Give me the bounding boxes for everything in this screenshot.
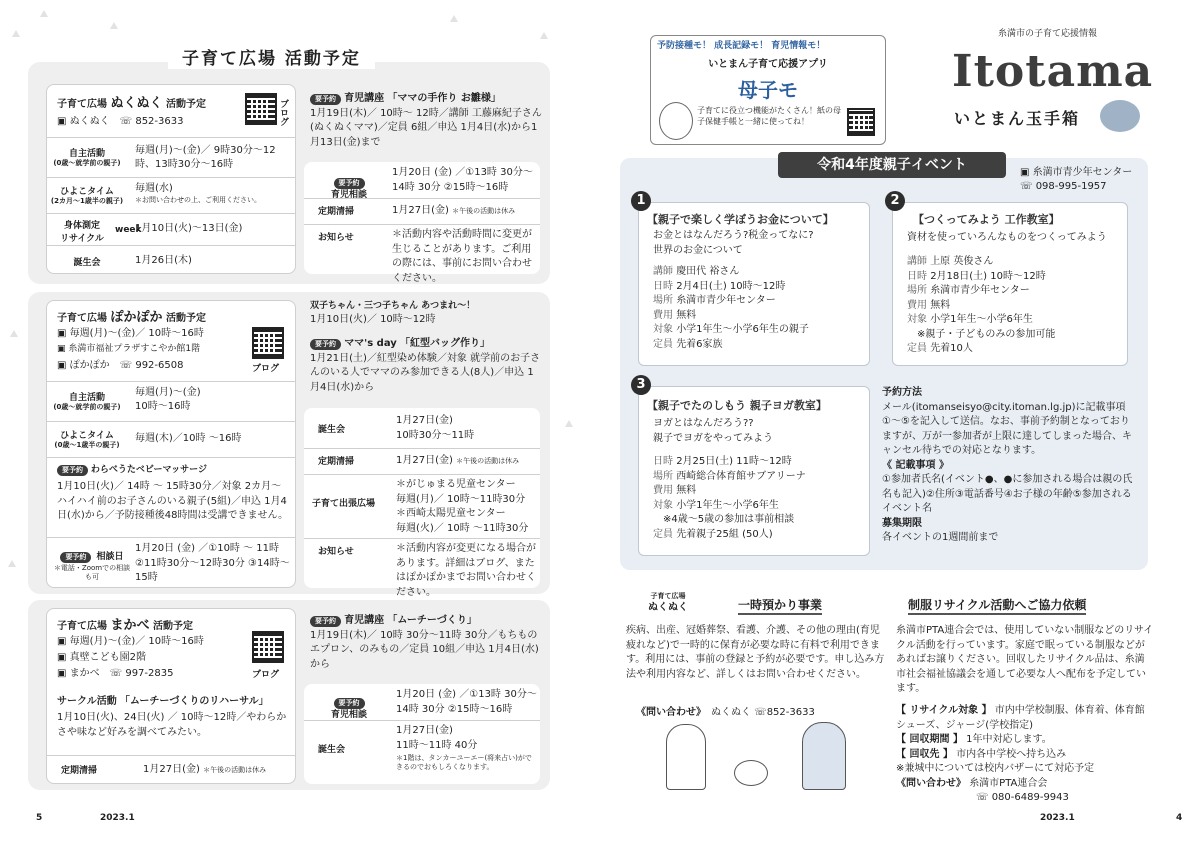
blog-label: ブログ <box>278 99 288 126</box>
childcare-section: 子育て広場 ぬくぬく 一時預かり事業 疾病、出産、冠婚葬祭、看護、介護、その他の理由(育児疲れなど)で一時的に保育が必要な時に有料で利用できます。利用には、事前の登録と予約が必要です。申し込み方法や利用内容など、詳しくはお問い合わせください。 《問い合わせ》 ぬくぬく ☏852-3633 <box>626 590 888 790</box>
qr-code-icon[interactable] <box>252 327 284 359</box>
nukunuku-panel <box>28 62 550 284</box>
schedule-row: 自主活動 (0歳〜就学前の親子) 毎週(月)〜(金) 10時〜16時 <box>47 381 295 421</box>
nukunuku-contact: ▣ ぬくぬく ☏ 852-3633 <box>57 116 184 127</box>
schedule-row: ひよこタイム (2カ月〜1歳半の親子) 毎週(水) ＊お問い合わせの上、ご利用ください。 <box>47 177 295 213</box>
pokapoka-panel <box>28 292 550 598</box>
decor-triangle <box>40 10 48 17</box>
event-card: 1 【親子で楽しく学ぼうお金について】 お金とはなんだろう?税金ってなに? 世界のお金について 講師 慶田代 裕さん 日時 2月4日(土) 10時〜12時 場所 糸満市青少年センター 費用 無料 対象 小学1年生〜小学6年生の親子 定員 先着6家族 <box>638 202 870 366</box>
reservation-info: 予約方法 メール(itomanseisyo@city.itoman.lg.jp)に記載事項①〜⑤を記入して送信。なお、事前予約制となっておりますが、万が一参加者が上限に達してしまった場合、キャンセル待ちでの対応となります。 《 記載事項 》 ①参加者氏名(イベント●、●に参加される場合は親の氏名も記入)②住所③電話番号④お子様の年齢⑤参加されるイベント名 募集期限 各イベントの1週間前まで <box>882 387 1133 543</box>
schedule-row: 誕生会 1月26日(木) <box>47 245 295 275</box>
qr-code-icon[interactable] <box>847 108 875 136</box>
massage-row: 要予約 わらべうたベビーマッサージ 1月10日(火)／ 14時 〜 15時30分／対象 2カ月〜ハイハイ前のお子さんのいる親子(5組)／申込 1月4日(水)から／予防接種後48時間は受講できません。 <box>47 457 295 537</box>
blog-label: ブログ <box>252 364 280 374</box>
footer-page-number: 4 <box>1176 813 1183 823</box>
pokapoka-schedule-card: 誕生会 1月27日(金) 10時30分〜11時 定期清掃 1月27日(金) ＊午後の活動は休み 子育て出張広場 ＊がじゅまる児童センター 毎週(月)／ 10時〜11時30分 ＊西崎太陽児童センター 毎週(火)／ 10時 〜11時30分 お知らせ ＊活動内容が変更になる場合があります。詳細はブログ、またはぽかぽかまでお問い合わせください。 <box>304 408 540 588</box>
events-panel <box>620 158 1148 570</box>
itotama-logo: 糸満市の子育て応援情報 Itotama いとまん玉手箱 <box>952 20 1152 140</box>
pokapoka-info-card: 子育て広場 ぽかぽか 活動予定 ▣ 毎週(月)〜(金)／ 10時〜16時 ▣ 糸満市福祉プラザすこやか館1階 ▣ ぽかぽか ☏ 992-6508 ブログ 自主活動 (0歳〜就学前の親子) 毎週(月)〜(金) 10時〜16時 ひよこタイム (0歳〜1歳半の親子) 毎週(木)／10時 〜16時 要予約 わらべうたベビーマッサージ 1月10日(火)／ 14時 〜 15時30分／対象 2カ月〜ハイハイ前のお子さんのいる親子(5組)／申込 1月4日(水)から／予防接種後48時間は受講できません。 要予約 相談日 ＊電話・Zoomでの相談も可 1月20日 (金) ／①10時 〜 11時 ②11時30分〜12時30分 ③14時〜15時 <box>46 300 296 588</box>
cat-illustration <box>734 760 768 786</box>
mascot-icon <box>659 102 693 140</box>
makabe-events: 要予約 育児講座 「ムーチーづくり」 1月19日(木)／ 10時 30分〜11時 30分／もちもの エプロン、のみもの／定員 10組／申込 1月4日(水)から <box>310 615 539 670</box>
decor-triangle <box>12 30 20 37</box>
decor-triangle <box>110 22 118 29</box>
events-banner: 令和4年度親子イベント <box>778 152 1006 178</box>
makabe-schedule-card: 要予約 育児相談 1月20日 (金) ／①13時 30分〜14時 30分 ②15時〜16時 誕生会 1月27日(金) 11時〜11時 40分 ＊1階は、タンカーユーエー(将来占い)ができるのでおもしろくなります。 <box>304 684 540 784</box>
venue-tel: ☏ 098-995-1957 <box>1020 181 1107 192</box>
venue-place: ▣ 糸満市青少年センター <box>1020 167 1133 178</box>
footer-page-number: 5 <box>36 813 43 823</box>
qr-code-icon[interactable] <box>245 93 277 125</box>
decor-triangle <box>10 330 18 337</box>
schedule-row: 身体測定 リサイクル week 1月10日(火)〜13日(金) <box>47 213 295 245</box>
pokapoka-events: 双子ちゃん・三つ子ちゃん あつまれ〜！ 1月10日(火)／ 10時〜12時 要予約 ママ's day 「紅型バッグ作り」 1月21日(土)／紅型染め体験／対象 就学前のお子さんのいる人でママのみ参加できる人(8人)／申込 1月4日(水)から <box>310 301 541 393</box>
consult-row: 要予約 相談日 ＊電話・Zoomでの相談も可 1月20日 (金) ／①10時 〜 11時 ②11時30分〜12時30分 ③14時〜15時 <box>47 537 295 589</box>
footer-date: 2023.1 <box>100 813 135 823</box>
schedule-row: 自主活動 (0歳〜就学前の親子) 毎週(月)〜(金)／ 9時30分〜12時、13時30分〜16時 <box>47 137 295 177</box>
nukunuku-title: 子育て広場 ぬくぬく 活動予定 <box>57 96 206 111</box>
event-card: 3 【親子でたのしもう 親子ヨガ教室】 ヨガとはなんだろう?? 親子でヨガをやってみよう 日時 2月25日(土) 11時〜12時 場所 西崎総合体育館サブアリーナ 費用 無料 対象 小学1年生〜小学6年生 ※4歳〜5歳の参加は事前相談 定員 先着親子25組 (50人) <box>638 386 870 556</box>
child-illustration <box>802 722 846 790</box>
treasure-box-icon <box>1100 100 1140 132</box>
left-page <box>0 0 590 842</box>
event-card: 2 【つくってみよう 工作教室】 資材を使っていろんなものをつくってみよう 講師 上原 英俊さん 日時 2月18日(土) 10時〜12時 場所 糸満市青少年センター 費用 無料 対象 小学1年生〜小学6年生 ※親子・子どものみの参加可能 定員 先着10人 <box>892 202 1128 366</box>
makabe-info-card: 子育て広場 まかべ 活動予定 ▣ 毎週(月)〜(金)／ 10時〜16時 ▣ 真壁こども園2階 ▣ まかべ ☏ 997-2835 ブログ サークル活動 「ムーチーづくりのリハーサル」 1月10日(火)、24日(火) ／ 10時〜12時／やわらかさや味など好みを調べてみたい。 定期清掃 1月27日(金) ＊午後の活動は休み <box>46 608 296 784</box>
nukunuku-schedule-card: 要予約 育児相談 1月20日 (金) ／①13時 30分〜14時 30分 ②15時〜16時 定期清掃 1月27日(金) ＊午後の活動は休み お知らせ ＊活動内容や活動時間に変更が生じることがあります。ご利用の際には、事前にお問い合わせください。 <box>304 162 540 274</box>
decor-triangle <box>450 15 458 22</box>
child-illustration <box>666 724 706 790</box>
blog-label: ブログ <box>252 670 280 680</box>
schedule-row: ひよこタイム (0歳〜1歳半の親子) 毎週(木)／10時 〜16時 <box>47 421 295 457</box>
right-page <box>600 0 1191 842</box>
page-title: 子育て広場 活動予定 <box>168 44 375 69</box>
recycle-section: 制服リサイクル活動へご協力依頼 糸満市PTA連合会では、使用していない制服などのリサイクル活動を行っています。家庭で眠っている制服などがあればお譲りください。回収したリサイクル品は、糸満市社会福祉協議会を通して必要な人へ配布を予定しています。 【 リサイクル対象 】 市内中学校制服、体育着、体育館シューズ、ジャージ(学校指定) 【 回収期間 】 1年中対応します。 【 回収先 】 市内各中学校へ持ち込み ※兼城中については校内バザーにて対応予定 《問い合わせ》 糸満市PTA連合会 ☏ 080-6489-9943 <box>896 598 1154 803</box>
footer-date: 2023.1 <box>1040 813 1075 823</box>
decor-triangle <box>8 560 16 567</box>
nukunuku-events: 要予約 育児講座 「ママの手作り お雛様」 1月19日(木)／ 10時〜 12時／講師 工藤麻紀子さん(ぬくぬくママ)／定員 6組／申込 1月4日(水)から1月13日(金)まで <box>310 93 542 148</box>
qr-code-icon[interactable] <box>252 631 284 663</box>
app-promo-box: 予防接種モ！ 成長記録モ！ 育児情報モ！ いとまん子育て応援アプリ 母子モ 子育てに役立つ機能がたくさん！紙の母子保健手帳と一緒に使ってね！ <box>650 35 886 145</box>
decor-triangle <box>540 32 548 39</box>
decor-triangle <box>565 420 573 427</box>
makabe-panel <box>28 600 550 790</box>
nukunuku-info-card <box>46 84 296 274</box>
